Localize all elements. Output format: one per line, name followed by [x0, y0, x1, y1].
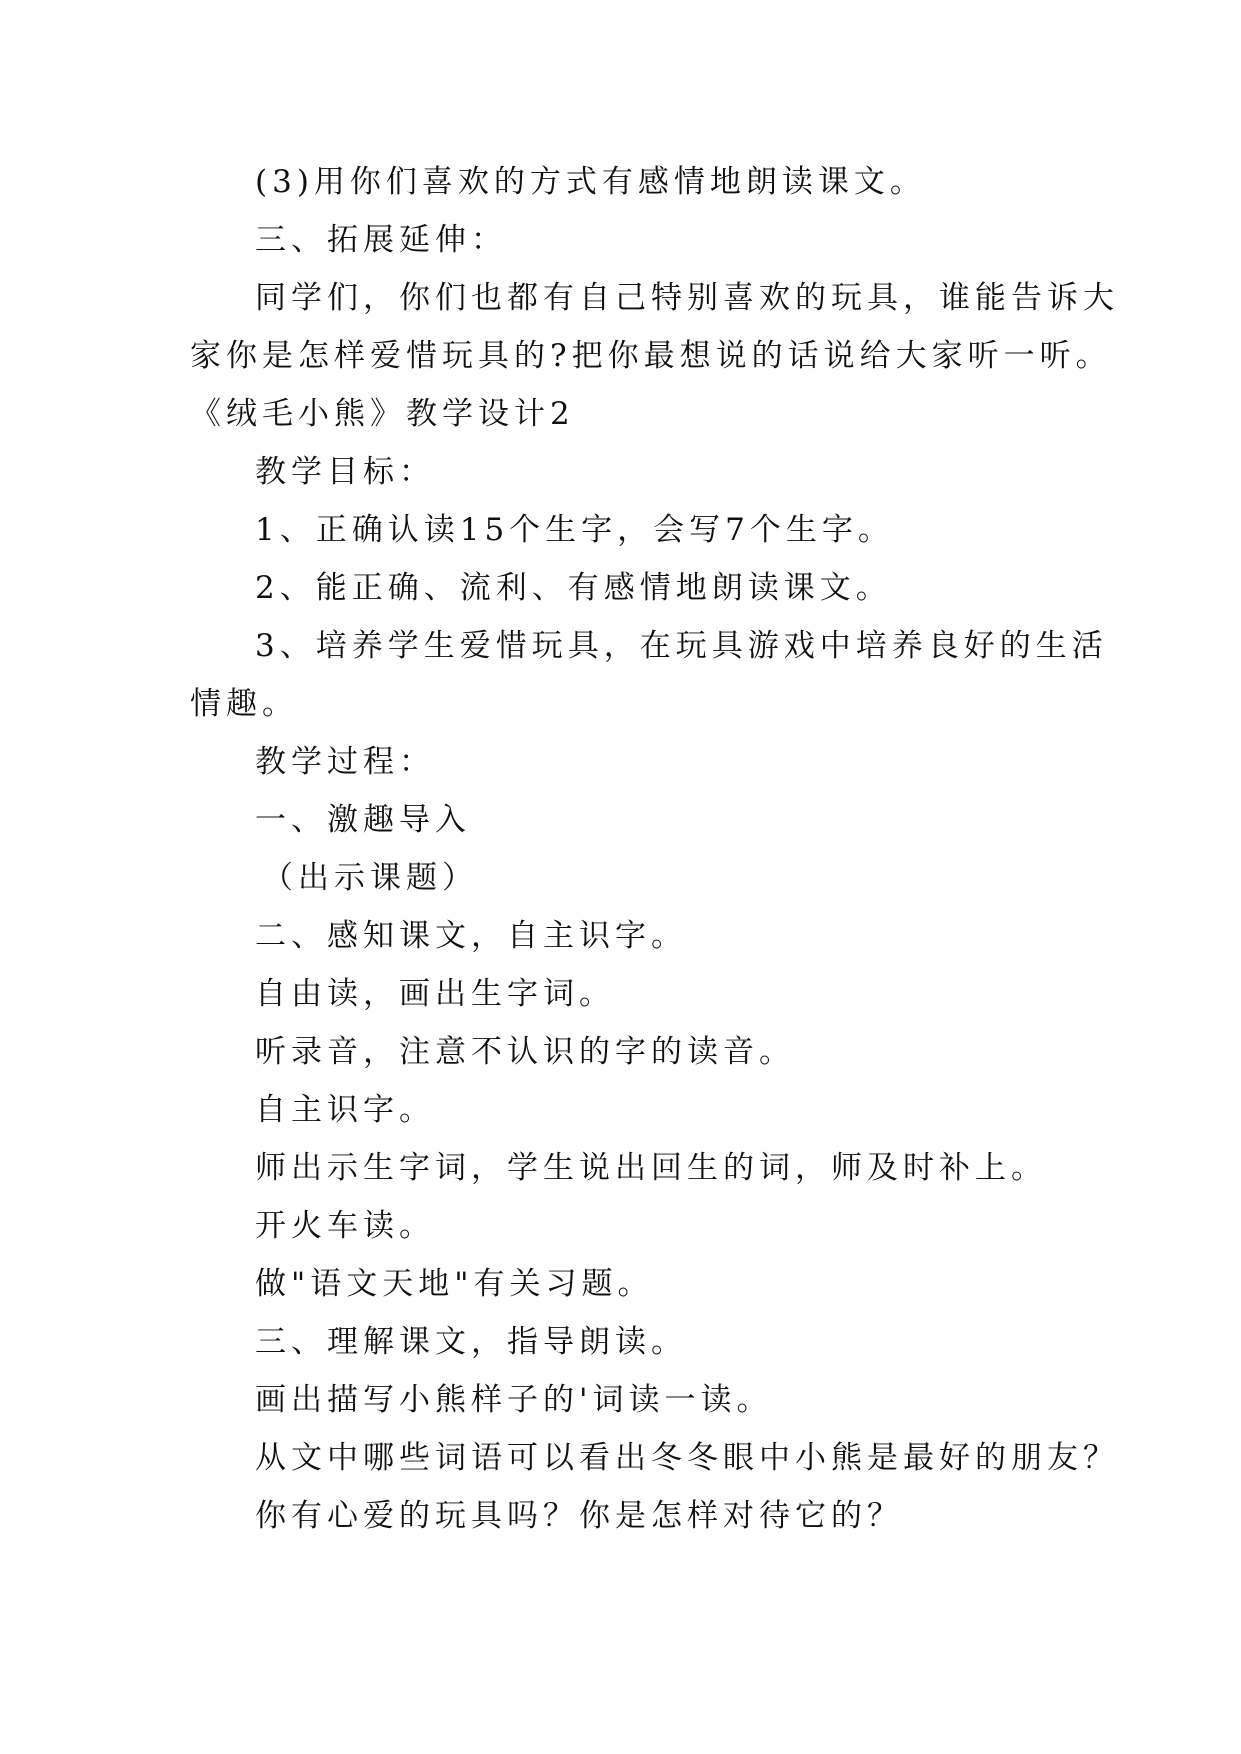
text-line: 开火车读。 [255, 1208, 435, 1244]
list-item: 2、能正确、流利、有感情地朗读课文。 [255, 570, 892, 606]
text-line: 同学们，你们也都有自己特别喜欢的玩具，谁能告诉大 [255, 280, 1119, 316]
text-line: 你有心爱的玩具吗？你是怎样对待它的？ [255, 1498, 903, 1534]
section-heading: 三、理解课文，指导朗读。 [255, 1324, 687, 1360]
text-line: (3)用你们喜欢的方式有感情地朗读课文。 [255, 164, 926, 200]
text-line: 做"语文天地"有关习题。 [255, 1266, 654, 1302]
text-line: 听录音，注意不认识的字的读音。 [255, 1034, 795, 1070]
text-line: 自由读，画出生字词。 [255, 976, 615, 1012]
text-line: 自主识字。 [255, 1092, 435, 1128]
text-line: 从文中哪些词语可以看出冬冬眼中小熊是最好的朋友？ [255, 1440, 1119, 1476]
document-title: 《绒毛小熊》教学设计2 [190, 396, 575, 432]
section-heading: 三、拓展延伸： [255, 222, 507, 258]
section-heading: 一、激趣导入 [255, 802, 471, 838]
section-heading: 二、感知课文，自主识字。 [255, 918, 687, 954]
section-heading: 教学目标： [255, 454, 435, 490]
section-heading: 教学过程： [255, 744, 435, 780]
text-line: 画出描写小熊样子的'词读一读。 [255, 1382, 773, 1418]
text-line: 情趣。 [190, 686, 298, 722]
list-item: 3、培养学生爱惜玩具，在玩具游戏中培养良好的生活 [255, 628, 1108, 664]
list-item: 1、正确认读15个生字，会写7个生字。 [255, 512, 894, 548]
text-line: 家你是怎样爱惜玩具的?把你最想说的话说给大家听一听。 [190, 338, 1112, 374]
text-line: 师出示生字词，学生说出回生的词，师及时补上。 [255, 1150, 1047, 1186]
text-line: （出示课题） [262, 860, 478, 896]
